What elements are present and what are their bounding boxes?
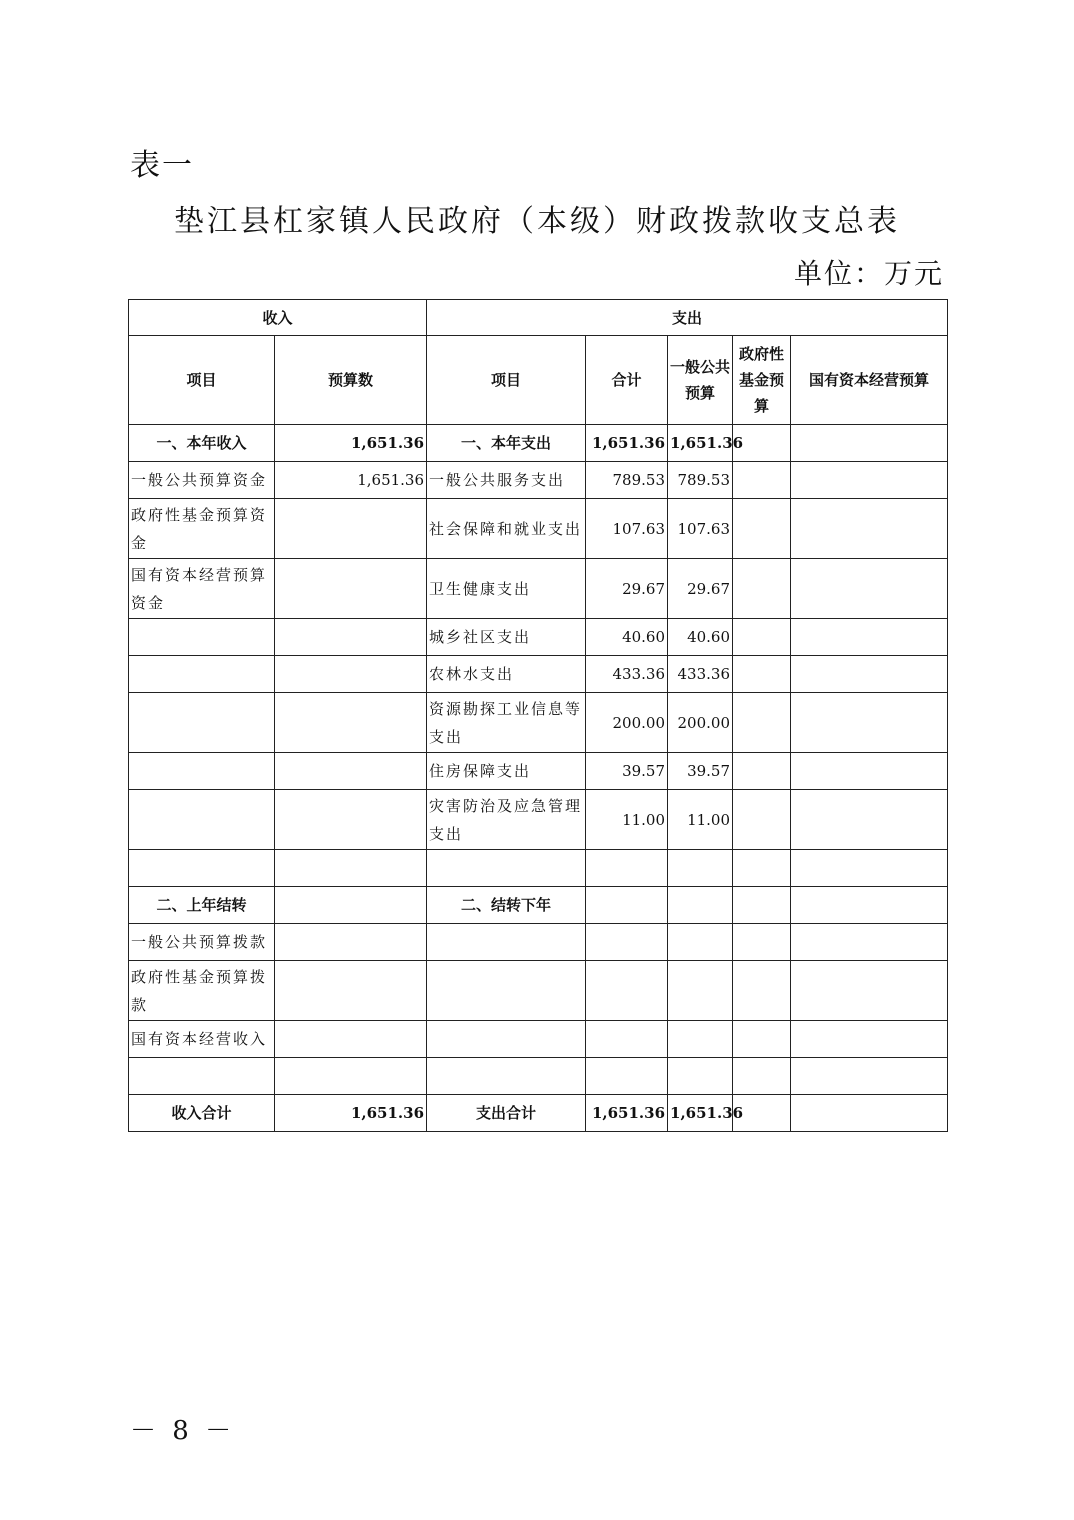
table-row (129, 499, 948, 559)
table-row (129, 790, 948, 850)
total-amount: 107.63 (586, 499, 668, 559)
total-amount: 40.60 (586, 619, 668, 656)
income-item: 一般公共预算拨款 (129, 924, 275, 961)
capital-budget-amount (791, 462, 948, 499)
fund-budget-amount (733, 619, 791, 656)
total-header: 合计 (586, 336, 668, 425)
total-amount: 11.00 (586, 790, 668, 850)
table-row (129, 656, 948, 693)
fund-budget-amount (733, 887, 791, 924)
capital-budget-amount (791, 790, 948, 850)
total-amount (586, 1058, 668, 1095)
total-amount: 29.67 (586, 559, 668, 619)
unit-label: 单位：万元 (793, 257, 944, 290)
income-item (129, 850, 275, 887)
fund-budget-amount (733, 656, 791, 693)
total-amount: 200.00 (586, 693, 668, 753)
expenditure-item: 卫生健康支出 (427, 559, 586, 619)
income-amount (275, 656, 427, 693)
income-amount: 1,651.36 (275, 425, 427, 462)
income-amount (275, 887, 427, 924)
capital-budget-amount (791, 559, 948, 619)
capital-budget-total-amount (791, 1095, 948, 1132)
total-amount (586, 850, 668, 887)
expenditure-item: 二、结转下年 (427, 887, 586, 924)
document-title: 垫江县杠家镇人民政府（本级）财政拨款收支总表 (174, 204, 900, 239)
income-item (129, 790, 275, 850)
fund-budget-amount (733, 693, 791, 753)
header-row-top (129, 300, 948, 336)
total-amount: 433.36 (586, 656, 668, 693)
table-row (129, 693, 948, 753)
general-budget-amount (668, 850, 733, 887)
income-amount (275, 1058, 427, 1095)
capital-budget-amount (791, 1058, 948, 1095)
income-amount (275, 693, 427, 753)
income-item (129, 693, 275, 753)
income-amount (275, 790, 427, 850)
income-amount (275, 499, 427, 559)
income-item (129, 1058, 275, 1095)
income-header: 收入 (129, 300, 427, 336)
income-item (129, 656, 275, 693)
income-amount (275, 850, 427, 887)
fund-budget-amount (733, 753, 791, 790)
general-budget-amount: 789.53 (668, 462, 733, 499)
income-amount (275, 961, 427, 1021)
expenditure-item: 农林水支出 (427, 656, 586, 693)
capital-budget-amount (791, 753, 948, 790)
fund-budget-amount (733, 1021, 791, 1058)
general-budget-amount (668, 887, 733, 924)
expenditure-total-amount: 1,651.36 (586, 1095, 668, 1132)
general-budget-amount: 40.60 (668, 619, 733, 656)
expenditure-item (427, 1021, 586, 1058)
total-amount (586, 1021, 668, 1058)
general-budget-amount (668, 961, 733, 1021)
expenditure-item: 住房保障支出 (427, 753, 586, 790)
fund-budget-amount (733, 924, 791, 961)
capital-budget-amount (791, 656, 948, 693)
income-item: 二、上年结转 (129, 887, 275, 924)
table-row (129, 1021, 948, 1058)
income-item: 一、本年收入 (129, 425, 275, 462)
general-budget-amount: 1,651.36 (668, 425, 733, 462)
table-row (129, 850, 948, 887)
table-row (129, 1058, 948, 1095)
income-amount (275, 1021, 427, 1058)
fund-budget-amount (733, 961, 791, 1021)
expenditure-item: 资源勘探工业信息等支出 (427, 693, 586, 753)
income-total-amount: 1,651.36 (275, 1095, 427, 1132)
table-row (129, 961, 948, 1021)
general-budget-amount: 29.67 (668, 559, 733, 619)
capital-budget-amount (791, 619, 948, 656)
expenditure-item (427, 850, 586, 887)
government-fund-budget-header: 政府性基金预算 (733, 336, 791, 425)
capital-budget-amount (791, 499, 948, 559)
total-amount (586, 887, 668, 924)
capital-budget-amount (791, 887, 948, 924)
income-item: 国有资本经营收入 (129, 1021, 275, 1058)
expenditure-item (427, 924, 586, 961)
total-amount: 1,651.36 (586, 425, 668, 462)
total-amount: 789.53 (586, 462, 668, 499)
general-budget-amount (668, 1058, 733, 1095)
income-item: 国有资本经营预算资金 (129, 559, 275, 619)
general-budget-amount (668, 1021, 733, 1058)
total-amount (586, 961, 668, 1021)
general-budget-amount: 200.00 (668, 693, 733, 753)
fiscal-appropriation-table (128, 299, 948, 1132)
table-row (129, 462, 948, 499)
capital-budget-amount (791, 1021, 948, 1058)
general-budget-amount (668, 924, 733, 961)
table-label: 表一 (130, 148, 194, 183)
income-amount (275, 559, 427, 619)
table-row (129, 559, 948, 619)
total-amount: 39.57 (586, 753, 668, 790)
income-total-label: 收入合计 (129, 1095, 275, 1132)
general-budget-total-amount: 1,651.36 (668, 1095, 733, 1132)
income-amount (275, 753, 427, 790)
fund-budget-amount (733, 499, 791, 559)
capital-budget-amount (791, 425, 948, 462)
capital-budget-amount (791, 693, 948, 753)
income-item (129, 619, 275, 656)
budget-amount-header: 预算数 (275, 336, 427, 425)
table-row (129, 887, 948, 924)
general-budget-amount: 11.00 (668, 790, 733, 850)
table-row (129, 924, 948, 961)
totals-row (129, 1095, 948, 1132)
capital-budget-amount (791, 961, 948, 1021)
state-capital-budget-header: 国有资本经营预算 (791, 336, 948, 425)
general-budget-amount: 39.57 (668, 753, 733, 790)
general-budget-amount: 433.36 (668, 656, 733, 693)
total-amount (586, 924, 668, 961)
header-row-columns (129, 336, 948, 425)
expenditure-item-header: 项目 (427, 336, 586, 425)
general-budget-amount: 107.63 (668, 499, 733, 559)
fund-budget-amount (733, 850, 791, 887)
income-amount: 1,651.36 (275, 462, 427, 499)
fund-budget-amount (733, 559, 791, 619)
page-number: － 8 － (130, 1416, 236, 1446)
income-item: 政府性基金预算资金 (129, 499, 275, 559)
income-item (129, 753, 275, 790)
income-amount (275, 619, 427, 656)
table-row (129, 753, 948, 790)
income-item: 一般公共预算资金 (129, 462, 275, 499)
income-item-header: 项目 (129, 336, 275, 425)
expenditure-header: 支出 (427, 300, 948, 336)
expenditure-item: 灾害防治及应急管理支出 (427, 790, 586, 850)
income-amount (275, 924, 427, 961)
table-row (129, 425, 948, 462)
expenditure-total-label: 支出合计 (427, 1095, 586, 1132)
income-item: 政府性基金预算拨款 (129, 961, 275, 1021)
fund-budget-amount (733, 462, 791, 499)
expenditure-item: 城乡社区支出 (427, 619, 586, 656)
capital-budget-amount (791, 850, 948, 887)
capital-budget-amount (791, 924, 948, 961)
expenditure-item (427, 1058, 586, 1095)
fund-budget-amount (733, 790, 791, 850)
expenditure-item (427, 961, 586, 1021)
table-row (129, 619, 948, 656)
general-public-budget-header: 一般公共预算 (668, 336, 733, 425)
expenditure-item: 一般公共服务支出 (427, 462, 586, 499)
expenditure-item: 社会保障和就业支出 (427, 499, 586, 559)
expenditure-item: 一、本年支出 (427, 425, 586, 462)
fund-budget-amount (733, 1058, 791, 1095)
